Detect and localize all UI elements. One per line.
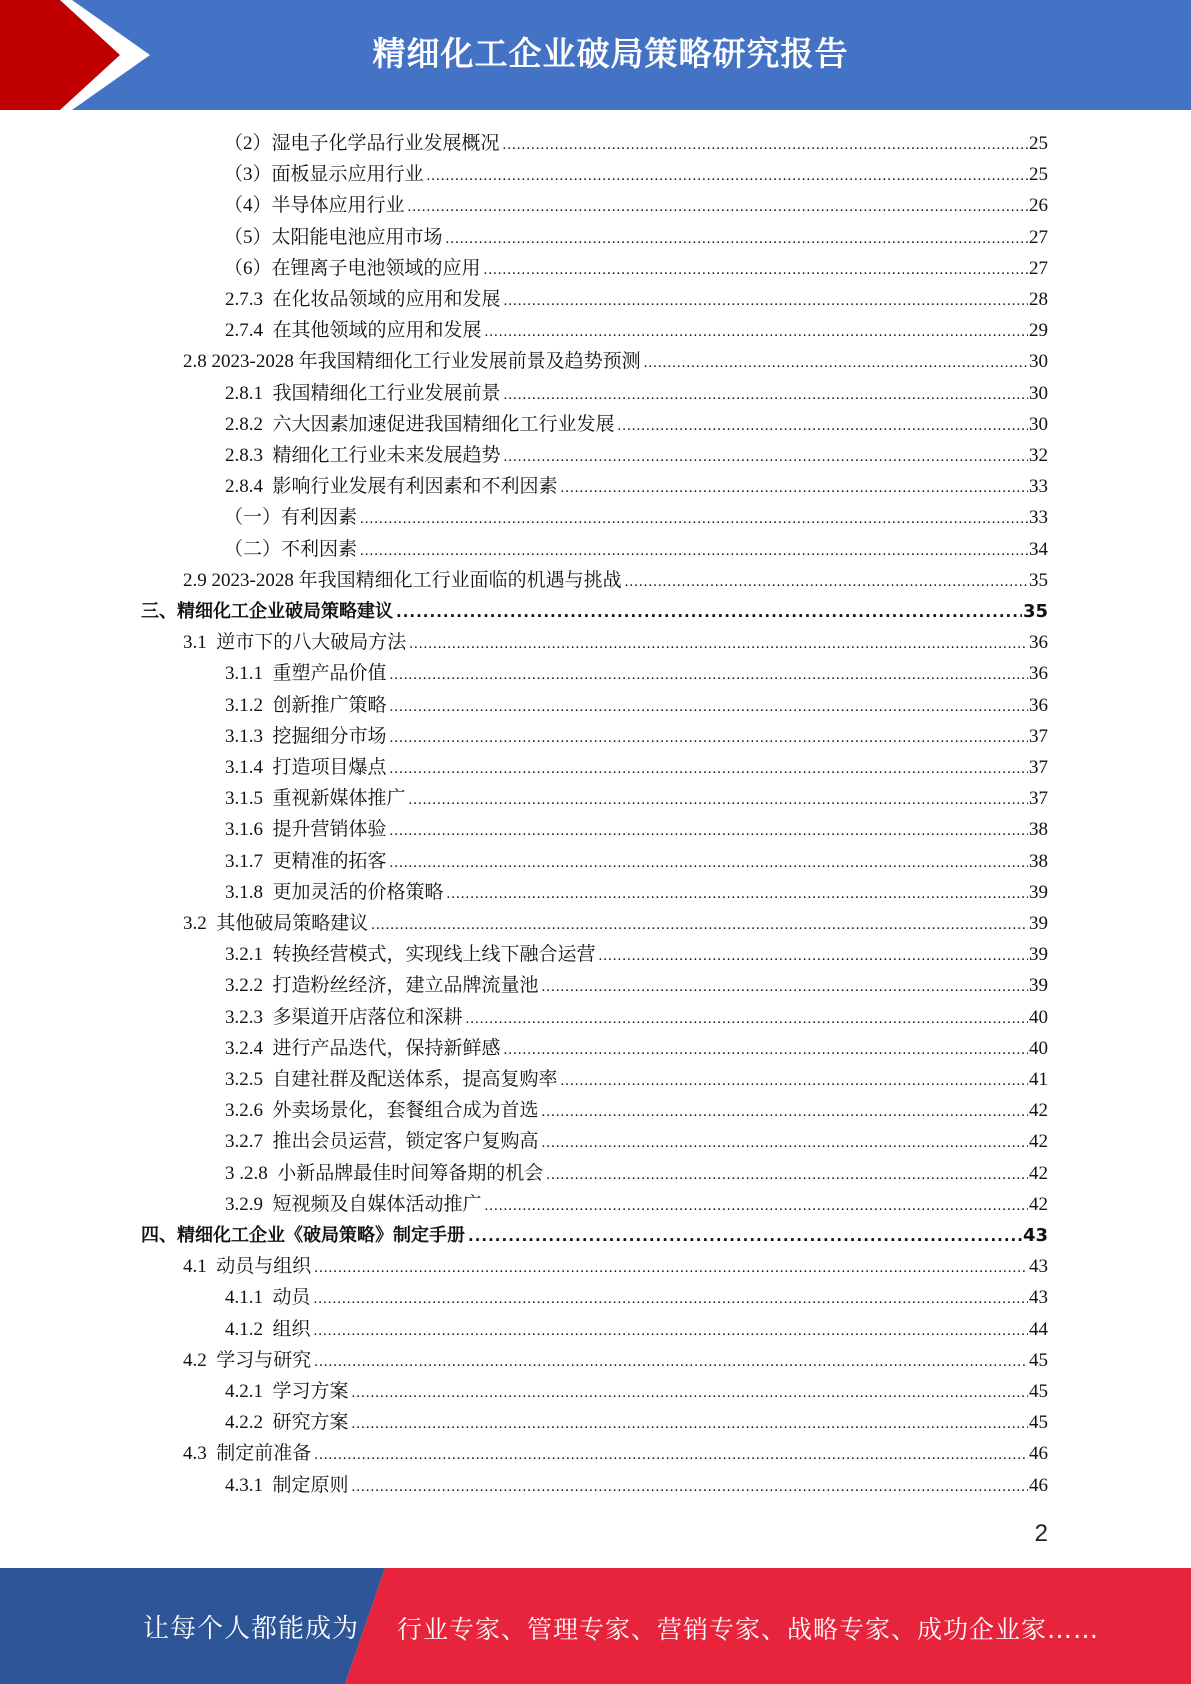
toc-entry-title: 2.8.3 精细化工行业未来发展趋势: [225, 445, 501, 466]
toc-dot-leader: [352, 1378, 1028, 1409]
toc-entry-title: 4.3 制定前准备: [183, 1443, 312, 1465]
toc-entry-page: 35: [1029, 569, 1048, 591]
toc-entry-page: 45: [1029, 1349, 1048, 1371]
toc-entry[interactable]: [225, 471, 1048, 502]
toc-entry-page: 42: [1029, 1100, 1048, 1122]
toc-dot-leader: [504, 380, 1028, 411]
toc-entry[interactable]: [225, 1376, 1048, 1407]
toc-entry[interactable]: [225, 658, 1048, 689]
toc-dot-leader: [542, 1097, 1028, 1128]
toc-dot-leader: [390, 723, 1028, 754]
toc-entry-page: 45: [1029, 1412, 1048, 1434]
toc-entry-page: 30: [1029, 351, 1048, 373]
toc-entry-page: 37: [1029, 788, 1048, 810]
toc-entry-page: 38: [1029, 850, 1048, 872]
toc-entry[interactable]: [225, 1407, 1048, 1438]
toc-dot-leader: [599, 941, 1028, 972]
toc-entry-page: 32: [1029, 445, 1048, 466]
toc-entry-page: 46: [1029, 1443, 1048, 1465]
toc-entry[interactable]: [141, 596, 1048, 627]
toc-entry-page: 26: [1029, 195, 1048, 217]
toc-entry-title: 3.1.2 创新推广策略: [225, 694, 387, 716]
toc-dot-leader: [314, 1253, 1028, 1284]
toc-dot-leader: [542, 1128, 1028, 1159]
toc-entry-page: 27: [1029, 226, 1048, 248]
toc-dot-leader: [466, 1004, 1028, 1035]
toc-entry-page: 42: [1029, 1131, 1048, 1153]
toc-entry-page: 43: [1029, 1256, 1048, 1278]
toc-entry-title: 2.8.1 我国精细化工行业发展前景: [225, 382, 501, 404]
toc-entry-page: 30: [1029, 382, 1048, 404]
toc-entry[interactable]: [183, 1438, 1048, 1469]
toc-entry[interactable]: [225, 1002, 1048, 1033]
toc-dot-leader: [314, 1440, 1028, 1471]
report-title: 精细化工企业破局策略研究报告: [372, 34, 849, 73]
toc-entry-title: 3.2.2 打造粉丝经济，建立品牌流量池: [225, 975, 539, 997]
toc-entry-page: 41: [1029, 1069, 1048, 1090]
toc-entry[interactable]: [224, 502, 1048, 533]
toc-entry-title: 4.1.1 动员: [225, 1287, 311, 1309]
toc-dot-leader: [561, 1066, 1028, 1097]
toc-dot-leader: [561, 473, 1028, 504]
toc-dot-leader: [396, 597, 1022, 628]
toc-entry-title: 3 .2.8 小新品牌最佳时间筹备期的机会: [225, 1162, 544, 1184]
toc-dot-leader: [390, 848, 1028, 879]
toc-entry-title: 3.2.7 推出会员运营，锁定客户复购高: [225, 1131, 539, 1153]
toc-dot-leader: [618, 411, 1028, 442]
toc-dot-leader: [314, 1347, 1028, 1378]
toc-entry[interactable]: [141, 1220, 1048, 1251]
toc-entry-title: 3.1 逆市下的八大破局方法: [183, 632, 407, 654]
toc-dot-leader: [446, 224, 1028, 255]
toc-entry-title: 3.1.3 挖掘细分市场: [225, 725, 387, 747]
toc-dot-leader: [625, 567, 1028, 598]
toc-entry-page: 45: [1029, 1381, 1048, 1402]
toc-dot-leader: [546, 1160, 1028, 1191]
toc-entry[interactable]: [224, 128, 1048, 159]
toc-dot-leader: [447, 879, 1028, 910]
toc-entry-title: 4.1.2 组织: [225, 1318, 311, 1340]
toc-dot-leader: [371, 910, 1028, 941]
toc-entry-title: 3.1.5 重视新媒体推广: [225, 788, 406, 810]
toc-entry-title: 2.7.3 在化妆品领域的应用和发展: [225, 289, 501, 310]
toc-entry-page: 44: [1029, 1318, 1048, 1340]
toc-entry-page: 43: [1029, 1287, 1048, 1309]
toc-entry[interactable]: [224, 159, 1048, 190]
toc-entry-title: （3）面板显示应用行业: [224, 164, 424, 186]
toc-entry-page: 43: [1022, 1225, 1048, 1246]
toc-entry-page: 28: [1029, 289, 1048, 310]
toc-entry[interactable]: [225, 1282, 1048, 1313]
toc-entry[interactable]: [225, 1095, 1048, 1126]
toc-dot-leader: [409, 629, 1028, 660]
toc-entry-page: 42: [1029, 1193, 1048, 1215]
toc-entry-title: 3.1.7 更精准的拓客: [225, 850, 387, 872]
toc-dot-leader: [360, 504, 1028, 535]
toc-entry-page: 33: [1029, 507, 1048, 529]
toc-dot-leader: [390, 692, 1028, 723]
toc-dot-leader: [485, 1191, 1028, 1222]
toc-entry-page: 25: [1029, 164, 1048, 186]
toc-dot-leader: [503, 130, 1028, 161]
toc-dot-leader: [427, 161, 1028, 192]
toc-entry-title: 2.9 2023-2028 年我国精细化工行业面临的机遇与挑战: [183, 569, 622, 591]
toc-entry[interactable]: [225, 315, 1048, 346]
footer-slogan-left: 让每个人都能成为: [143, 1614, 360, 1644]
toc-entry-title: 四、精细化工企业《破局策略》制定手册: [141, 1225, 465, 1246]
toc-entry[interactable]: [225, 440, 1048, 471]
toc-dot-leader: [390, 816, 1028, 847]
toc-entry[interactable]: [224, 222, 1048, 253]
toc-entry-title: （6）在锂离子电池领域的应用: [224, 257, 481, 279]
toc-entry-title: （2）湿电子化学品行业发展概况: [224, 133, 500, 154]
toc-entry-title: 4.2 学习与研究: [183, 1349, 312, 1371]
toc-entry[interactable]: [183, 1345, 1048, 1376]
toc-entry-page: 39: [1029, 913, 1048, 934]
toc-entry[interactable]: [225, 783, 1048, 814]
toc-entry[interactable]: [225, 1189, 1048, 1220]
toc-entry[interactable]: [225, 752, 1048, 783]
toc-entry-title: 4.2.2 研究方案: [225, 1412, 349, 1434]
toc-entry[interactable]: [225, 877, 1048, 908]
toc-entry-title: （4）半导体应用行业: [224, 195, 405, 217]
toc-dot-leader: [485, 317, 1028, 348]
toc-entry[interactable]: [225, 814, 1048, 845]
toc-entry[interactable]: [225, 721, 1048, 752]
toc-entry-title: 3.2.5 自建社群及配送体系，提高复购率: [225, 1069, 558, 1090]
toc-entry-page: 39: [1029, 944, 1048, 966]
toc-entry[interactable]: [225, 284, 1048, 315]
toc-entry-title: 3.2.6 外卖场景化，套餐组合成为首选: [225, 1100, 539, 1122]
toc-dot-leader: [352, 1409, 1028, 1440]
toc-entry-title: 3.2.9 短视频及自媒体活动推广: [225, 1193, 482, 1215]
toc-entry-title: 3.1.4 打造项目爆点: [225, 757, 387, 778]
toc-entry[interactable]: [225, 409, 1048, 440]
toc-entry[interactable]: [183, 346, 1048, 377]
toc-entry-page: 38: [1029, 819, 1048, 841]
toc-entry-title: 3.2.3 多渠道开店落位和深耕: [225, 1006, 463, 1028]
toc-entry-title: 4.2.1 学习方案: [225, 1381, 349, 1402]
toc-entry[interactable]: [225, 1064, 1048, 1095]
toc-dot-leader: [504, 442, 1028, 473]
toc-entry-title: 三、精细化工企业破局策略建议: [141, 601, 393, 622]
toc-entry-title: 3.2.1 转换经营模式，实现线上线下融合运营: [225, 944, 596, 966]
toc-entry-page: 40: [1029, 1037, 1048, 1059]
toc-entry[interactable]: [225, 1314, 1048, 1345]
toc-entry-title: 2.7.4 在其他领域的应用和发展: [225, 320, 482, 342]
toc-entry-title: （5）太阳能电池应用市场: [224, 226, 443, 248]
toc-entry-page: 39: [1029, 975, 1048, 997]
toc-entry-title: 3.1.8 更加灵活的价格策略: [225, 881, 444, 903]
toc-entry[interactable]: [225, 1126, 1048, 1157]
page-number: 2: [1034, 1520, 1048, 1547]
toc-entry[interactable]: [183, 1251, 1048, 1282]
toc-dot-leader: [504, 286, 1028, 317]
toc-dot-leader: [314, 1284, 1028, 1315]
toc-entry-page: 33: [1029, 476, 1048, 498]
toc-dot-leader: [408, 192, 1028, 223]
toc-entry-page: 36: [1029, 694, 1048, 716]
toc-entry-page: 42: [1029, 1162, 1048, 1184]
toc-entry-page: 39: [1029, 881, 1048, 903]
toc-dot-leader: [352, 1472, 1028, 1503]
toc-entry-page: 40: [1029, 1006, 1048, 1028]
toc-entry-title: 3.2 其他破局策略建议: [183, 913, 369, 934]
toc-entry-page: 29: [1029, 320, 1048, 342]
toc-dot-leader: [390, 754, 1028, 785]
toc-entry[interactable]: [225, 970, 1048, 1001]
toc-entry-title: 4.3.1 制定原则: [225, 1474, 349, 1496]
toc-entry-page: 27: [1029, 257, 1048, 279]
toc-entry[interactable]: [183, 908, 1048, 939]
footer-slogan-right: 行业专家、管理专家、营销专家、战略专家、成功企业家……: [397, 1615, 1100, 1644]
page-header: [0, 0, 1191, 110]
toc-entry[interactable]: [183, 565, 1048, 596]
toc-entry[interactable]: [225, 1470, 1048, 1501]
toc-dot-leader: [542, 972, 1028, 1003]
toc-dot-leader: [484, 255, 1028, 286]
toc-entry[interactable]: [225, 1158, 1048, 1189]
toc-dot-leader: [314, 1316, 1028, 1347]
toc-dot-leader: [468, 1221, 1022, 1252]
toc-entry[interactable]: [225, 846, 1048, 877]
toc-dot-leader: [390, 660, 1028, 691]
toc-entry-page: 34: [1029, 538, 1048, 560]
toc-entry[interactable]: [224, 253, 1048, 284]
toc-entry-page: 30: [1029, 413, 1048, 435]
toc-entry-title: 3.2.4 进行产品迭代，保持新鲜感: [225, 1037, 501, 1059]
toc-dot-leader: [504, 1035, 1028, 1066]
toc-dot-leader: [360, 536, 1028, 567]
toc-entry-title: 3.1.6 提升营销体验: [225, 819, 387, 841]
toc-entry-page: 36: [1029, 663, 1048, 685]
toc-entry[interactable]: [225, 1033, 1048, 1064]
toc-entry[interactable]: [225, 939, 1048, 970]
toc-entry-title: 3.1.1 重塑产品价值: [225, 663, 387, 685]
toc-entry[interactable]: [225, 378, 1048, 409]
toc-dot-leader: [644, 348, 1028, 379]
toc-entry[interactable]: [224, 190, 1048, 221]
toc-entry-page: 25: [1029, 133, 1048, 154]
toc-entry[interactable]: [183, 627, 1048, 658]
toc-entry-page: 37: [1029, 757, 1048, 778]
toc-entry[interactable]: [225, 690, 1048, 721]
toc-entry-title: 2.8.2 六大因素加速促进我国精细化工行业发展: [225, 413, 615, 435]
page-footer: [0, 1568, 1191, 1684]
toc-entry-title: 2.8.4 影响行业发展有利因素和不利因素: [225, 476, 558, 498]
toc-dot-leader: [409, 785, 1028, 816]
toc-entry-title: 2.8 2023-2028 年我国精细化工行业发展前景及趋势预测: [183, 351, 641, 373]
toc-entry-page: 35: [1022, 601, 1048, 622]
toc-entry-page: 37: [1029, 725, 1048, 747]
toc-entry[interactable]: [224, 534, 1048, 565]
toc-entry-title: （二）不利因素: [224, 538, 358, 560]
toc-entry-page: 46: [1029, 1474, 1048, 1496]
toc-entry-title: 4.1 动员与组织: [183, 1256, 312, 1278]
toc-entry-title: （一）有利因素: [224, 507, 358, 529]
toc-entry-page: 36: [1029, 632, 1048, 654]
